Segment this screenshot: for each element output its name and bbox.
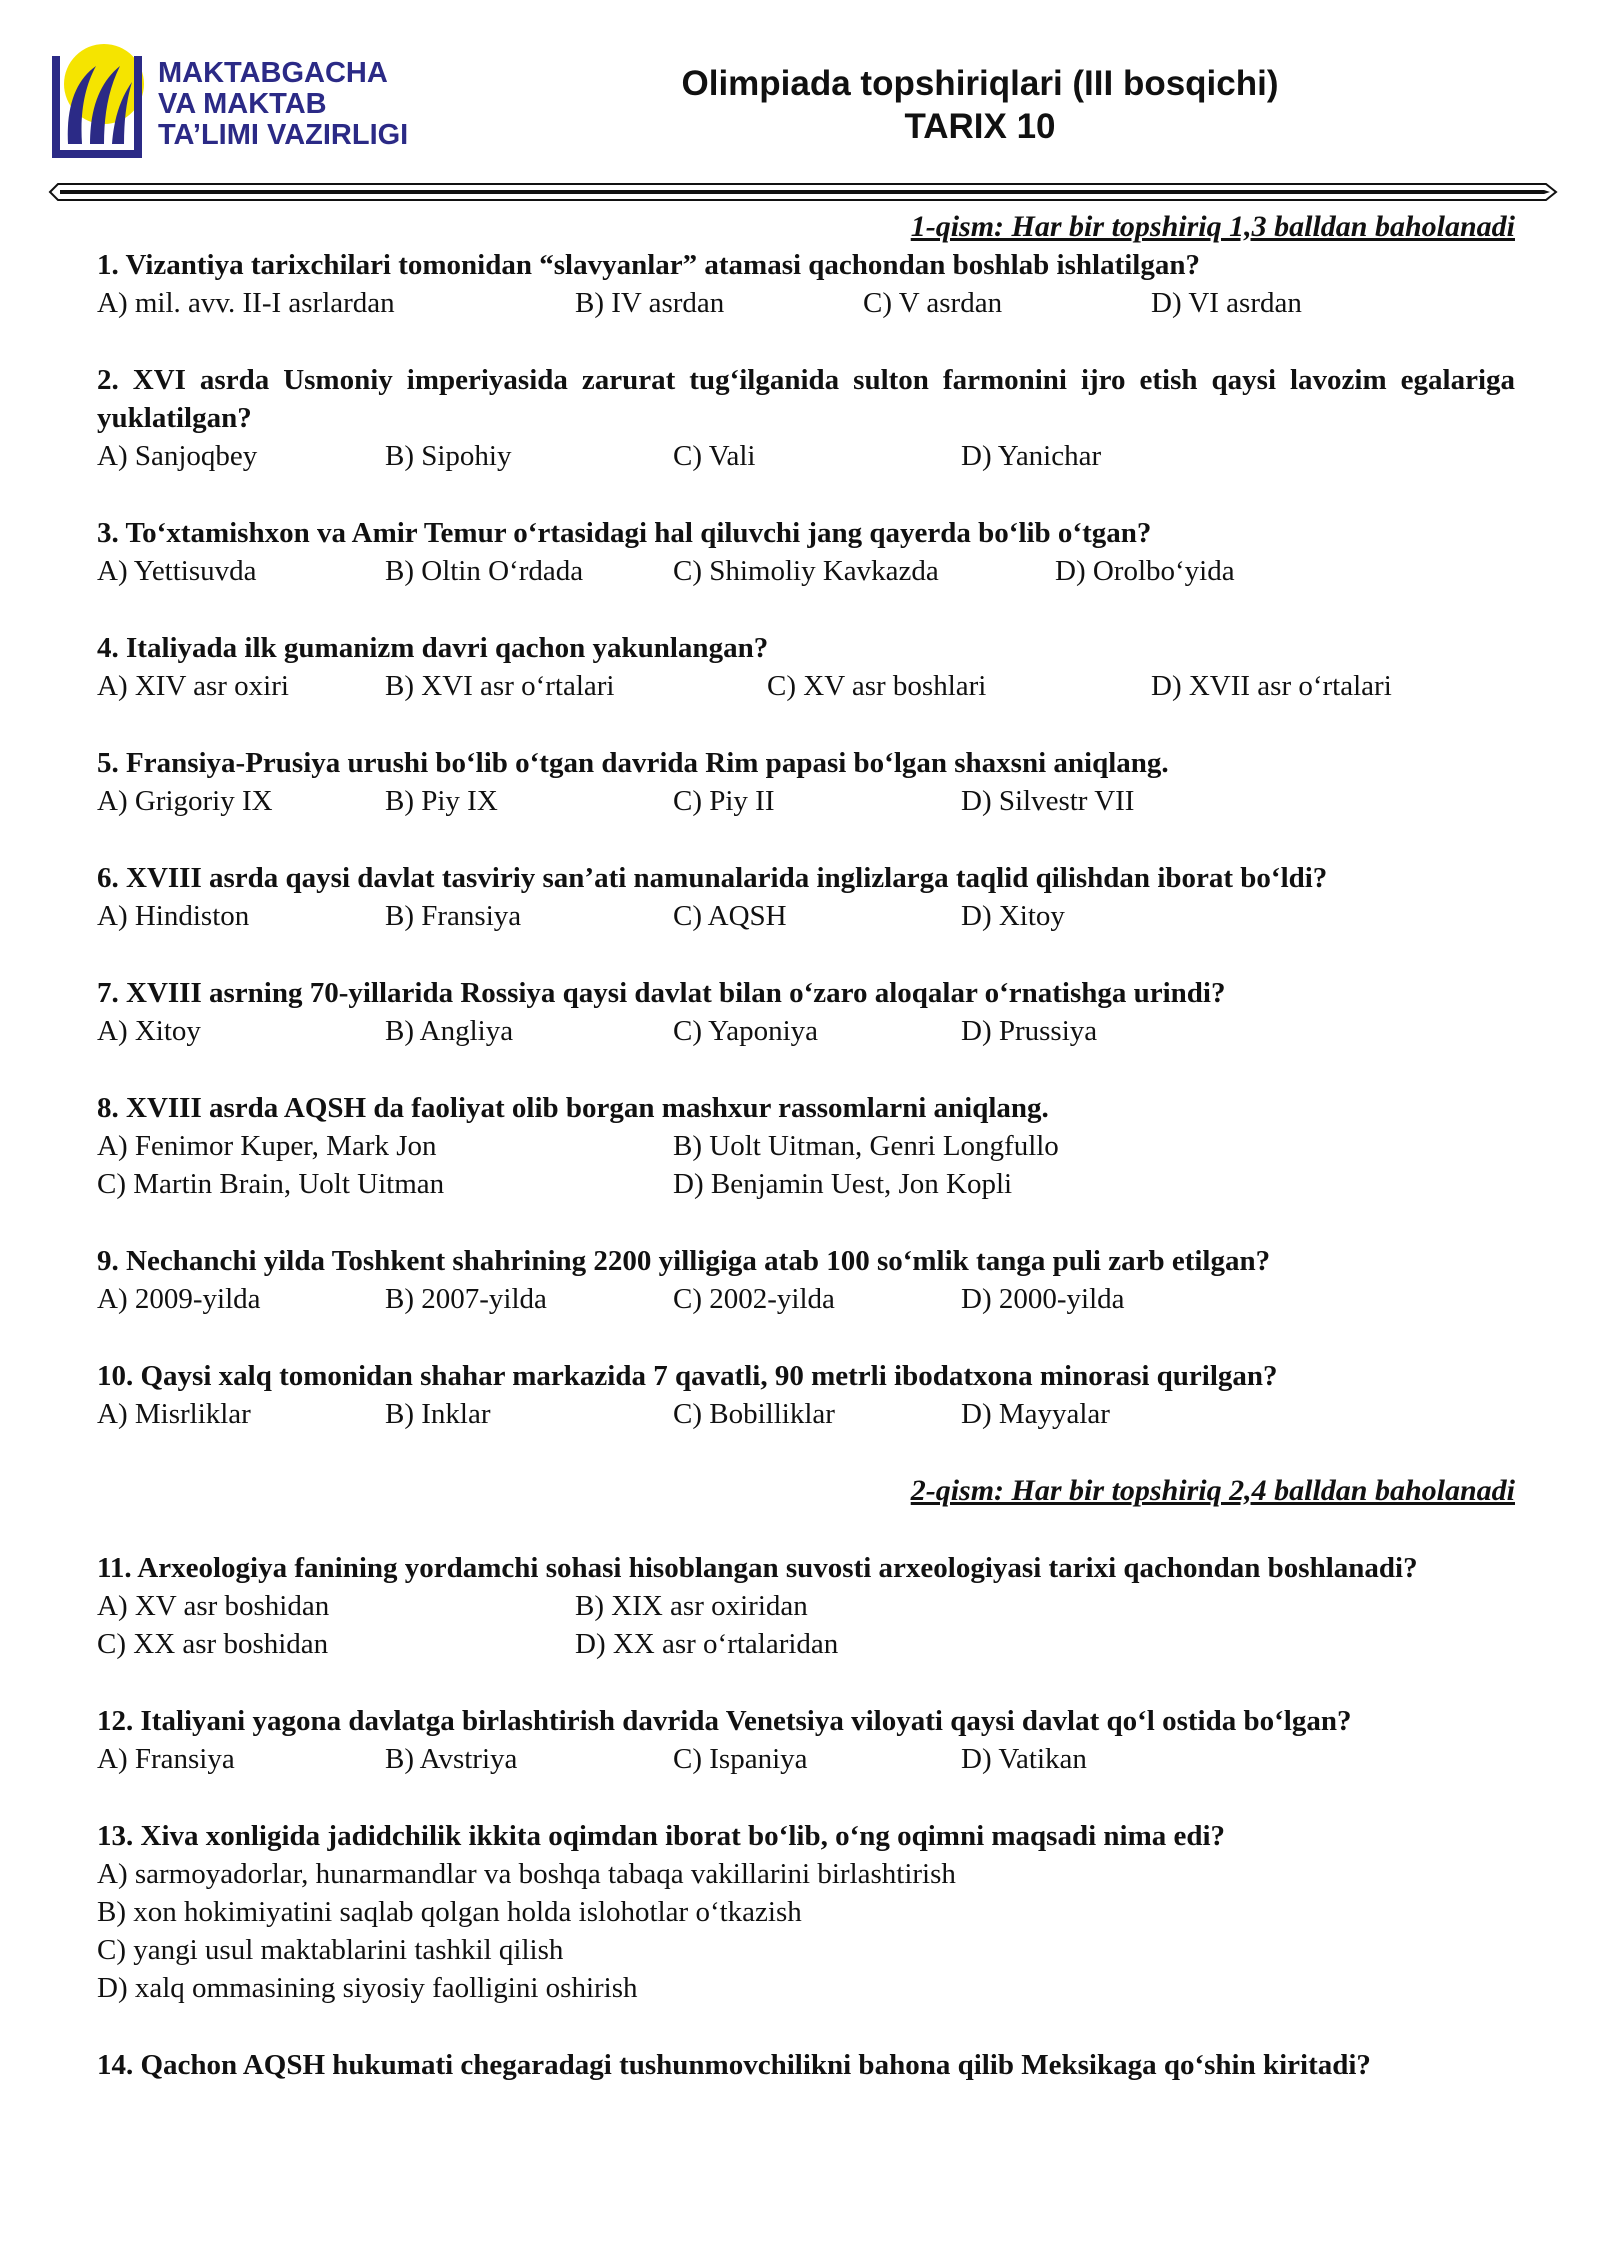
question-text: 14. Qachon AQSH hukumati chegaradagi tushunmovchilikni bahona qilib Meksikaga qo‘shin kiritadi?	[97, 2049, 1371, 2081]
page-subtitle: TARIX 10	[904, 107, 1056, 146]
answer-option[interactable]: C) XX asr boshidan	[97, 1628, 329, 1660]
answer-option[interactable]: A) Xitoy	[97, 1015, 201, 1047]
answer-options	[97, 1127, 1515, 1203]
question-text: 11. Arxeologiya fanining yordamchi sohasi hisoblangan suvosti arxeologiyasi tarixi qachondan boshlanadi?	[97, 1552, 1418, 1584]
answer-option[interactable]: D) XVII asr o‘rtalari	[1151, 670, 1392, 702]
answer-options	[97, 1012, 1515, 1050]
section-heading: 1-qism: Har bir topshiriq 1,3 balldan baholanadi	[910, 210, 1515, 243]
answer-option[interactable]: A) XV asr boshidan	[97, 1590, 330, 1622]
question-text: 9. Nechanchi yilda Toshkent shahrining 2200 yilligiga atab 100 so‘mlik tanga puli zarb etilgan?	[97, 1245, 1271, 1277]
question-item	[97, 1549, 1515, 1663]
answer-options	[97, 1855, 1515, 2007]
answer-options	[97, 552, 1515, 590]
answer-option[interactable]: D) 2000-yilda	[961, 1283, 1125, 1315]
question-sheet	[97, 208, 1515, 2084]
answer-option[interactable]: A) Fenimor Kuper, Mark Jon	[97, 1130, 437, 1162]
answer-option[interactable]: D) Benjamin Uest, Jon Kopli	[673, 1168, 1013, 1200]
answer-options	[97, 782, 1515, 820]
answer-option[interactable]: C) AQSH	[673, 900, 787, 932]
question-text: 10. Qaysi xalq tomonidan shahar markazida 7 qavatli, 90 metrli ibodatxona minorasi qurilgan?	[97, 1360, 1278, 1392]
ministry-name-line: TA’LIMI VAZIRLIGI	[158, 119, 409, 151]
answer-option[interactable]: D) Mayyalar	[961, 1398, 1110, 1430]
question-item	[97, 974, 1515, 1050]
question-text: 13. Xiva xonligida jadidchilik ikkita oqimdan iborat bo‘lib, o‘ng oqimni maqsadi nima edi?	[97, 1820, 1226, 1852]
answer-option[interactable]: D) xalq ommasining siyosiy faolligini oshirish	[97, 1972, 638, 2004]
answer-option[interactable]: A) XIV asr oxiri	[97, 670, 289, 702]
question-item	[97, 1242, 1515, 1318]
answer-option[interactable]: C) Yaponiya	[673, 1015, 819, 1047]
answer-option[interactable]: D) VI asrdan	[1151, 287, 1302, 319]
answer-option[interactable]: B) Uolt Uitman, Genri Longfullo	[673, 1130, 1059, 1162]
answer-option[interactable]: B) Avstriya	[385, 1743, 518, 1775]
answer-option[interactable]: C) 2002-yilda	[673, 1283, 835, 1315]
answer-options	[97, 1280, 1515, 1318]
answer-option[interactable]: C) Martin Brain, Uolt Uitman	[97, 1168, 445, 1200]
answer-option[interactable]: B) Oltin O‘rdada	[385, 555, 584, 587]
answer-option[interactable]: D) Silvestr VII	[961, 785, 1135, 817]
answer-option[interactable]: C) XV asr boshlari	[767, 670, 987, 702]
question-text: 3. To‘xtamishxon va Amir Temur o‘rtasidagi hal qiluvchi jang qayerda bo‘lib o‘tgan?	[97, 517, 1152, 549]
ministry-name-line: VA MAKTAB	[158, 88, 327, 120]
question-text: 1. Vizantiya tarixchilari tomonidan “slavyanlar” atamasi qachondan boshlab ishlatilgan?	[97, 249, 1200, 281]
question-item	[97, 246, 1515, 322]
answer-option[interactable]: A) Misrliklar	[97, 1398, 251, 1430]
question-item	[97, 361, 1515, 475]
answer-option[interactable]: D) Yanichar	[961, 440, 1102, 472]
answer-option[interactable]: C) Bobilliklar	[673, 1398, 835, 1430]
answer-options	[97, 1395, 1515, 1433]
question-item	[97, 1089, 1515, 1203]
answer-options	[97, 437, 1515, 475]
question-text: 4. Italiyada ilk gumanizm davri qachon yakunlangan?	[97, 632, 769, 664]
question-text: 5. Fransiya-Prusiya urushi bo‘lib o‘tgan davrida Rim papasi bo‘lgan shaxsni aniqlang.	[97, 747, 1169, 779]
ministry-logo-icon	[46, 36, 156, 166]
answer-option[interactable]: A) Sanjoqbey	[97, 440, 258, 472]
answer-option[interactable]: D) Xitoy	[961, 900, 1065, 932]
question-item	[97, 859, 1515, 935]
answer-option[interactable]: A) 2009-yilda	[97, 1283, 261, 1315]
answer-option[interactable]: B) XIX asr oxiridan	[575, 1590, 808, 1622]
answer-option[interactable]: A) Fransiya	[97, 1743, 235, 1775]
answer-option[interactable]: B) XVI asr o‘rtalari	[385, 670, 615, 702]
ministry-name	[158, 58, 408, 151]
page-title: Olimpiada topshiriqlari (III bosqichi)	[681, 64, 1279, 103]
answer-option[interactable]: B) Fransiya	[385, 900, 522, 932]
header-divider	[46, 180, 1558, 204]
question-item	[97, 514, 1515, 590]
answer-option[interactable]: B) Piy IX	[385, 785, 498, 817]
page-header	[0, 0, 1600, 210]
answer-option[interactable]: D) Prussiya	[961, 1015, 1098, 1047]
question-item	[97, 2046, 1515, 2084]
question-text: 6. XVIII asrda qaysi davlat tasviriy san’ati namunalarida inglizlarga taqlid qilishdan iborat bo‘ldi?	[97, 862, 1328, 894]
question-item	[97, 744, 1515, 820]
answer-option[interactable]: C) Vali	[673, 440, 756, 472]
question-item	[97, 1817, 1515, 2007]
question-text: 8. XVIII asrda AQSH da faoliyat olib borgan mashxur rassomlarni aniqlang.	[97, 1092, 1049, 1124]
answer-option[interactable]: D) XX asr o‘rtalaridan	[575, 1628, 839, 1660]
answer-options	[97, 667, 1515, 705]
answer-option[interactable]: C) Ispaniya	[673, 1743, 808, 1775]
answer-option[interactable]: A) Hindiston	[97, 900, 250, 932]
answer-option[interactable]: B) Inklar	[385, 1398, 491, 1430]
answer-options	[97, 284, 1515, 322]
question-item	[97, 1357, 1515, 1433]
answer-option[interactable]: B) IV asrdan	[575, 287, 725, 319]
question-text: 7. XVIII asrning 70-yillarida Rossiya qaysi davlat bilan o‘zaro aloqalar o‘rnatishga urindi?	[97, 977, 1226, 1009]
answer-option[interactable]: A) sarmoyadorlar, hunarmandlar va boshqa tabaqa vakillarini birlashtirish	[97, 1858, 956, 1890]
question-text: 2. XVI asrda Usmoniy imperiyasida zarurat tug‘ilganida sulton farmonini ijro etish qaysi lavozim egalariga yuklatilgan?	[97, 364, 1515, 434]
answer-option[interactable]: B) Angliya	[385, 1015, 514, 1047]
answer-option[interactable]: C) Shimoliy Kavkazda	[673, 555, 939, 587]
answer-option[interactable]: C) Piy II	[673, 785, 775, 817]
answer-options	[97, 897, 1515, 935]
question-item	[97, 629, 1515, 705]
answer-option[interactable]: A) Yettisuvda	[97, 555, 257, 587]
answer-option[interactable]: B) 2007-yilda	[385, 1283, 547, 1315]
answer-options	[97, 1587, 1515, 1663]
answer-options	[97, 1740, 1515, 1778]
answer-option[interactable]: C) yangi usul maktablarini tashkil qilish	[97, 1934, 564, 1966]
answer-option[interactable]: D) Orolbo‘yida	[1055, 555, 1235, 587]
question-text: 12. Italiyani yagona davlatga birlashtirish davrida Venetsiya viloyati qaysi davlat qo‘l ostida bo‘lgan?	[97, 1705, 1352, 1737]
answer-option[interactable]: C) V asrdan	[863, 287, 1003, 319]
answer-option[interactable]: D) Vatikan	[961, 1743, 1087, 1775]
title-block	[560, 62, 1400, 148]
question-item	[97, 1702, 1515, 1778]
answer-option[interactable]: A) mil. avv. II-I asrlardan	[97, 287, 395, 319]
section-heading: 2-qism: Har bir topshiriq 2,4 balldan baholanadi	[910, 1474, 1515, 1507]
ministry-name-line: MAKTABGACHA	[158, 57, 388, 89]
answer-option[interactable]: B) xon hokimiyatini saqlab qolgan holda islohotlar o‘tkazish	[97, 1896, 802, 1928]
answer-option[interactable]: A) Grigoriy IX	[97, 785, 273, 817]
answer-option[interactable]: B) Sipohiy	[385, 440, 512, 472]
